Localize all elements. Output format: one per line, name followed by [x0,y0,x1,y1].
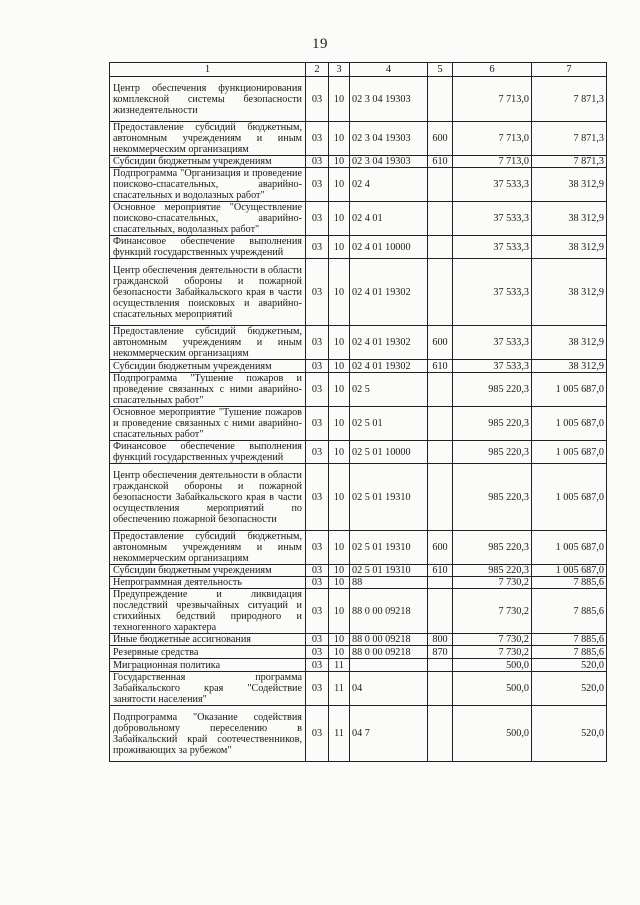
section-code: 03 [306,659,329,672]
section-code: 03 [306,259,329,326]
expense-type-code [428,464,453,531]
expense-type-code [428,407,453,441]
section-code: 03 [306,326,329,360]
amount-year-1: 37 533,3 [453,259,532,326]
budget-item-name: Предупреждение и ликвидация последствий чрезвычайных ситуаций и стихийных бедствий природного и техногенного характера [110,589,306,634]
target-article-code: 88 0 00 09218 [350,634,428,646]
target-article-code: 02 4 01 19302 [350,259,428,326]
table-header-row [110,63,607,77]
section-code: 03 [306,77,329,122]
section-code: 03 [306,634,329,646]
section-code: 03 [306,464,329,531]
amount-year-1: 985 220,3 [453,407,532,441]
amount-year-2: 1 005 687,0 [532,531,607,565]
amount-year-1: 500,0 [453,672,532,706]
subsection-code: 11 [329,706,350,762]
target-article-code: 02 5 01 19310 [350,464,428,531]
table-row [110,531,607,565]
column-header: 7 [532,63,607,77]
amount-year-1: 7 730,2 [453,577,532,589]
table-row [110,577,607,589]
budget-table [109,62,607,762]
amount-year-2: 7 871,3 [532,122,607,156]
amount-year-2: 38 312,9 [532,360,607,373]
expense-type-code [428,373,453,407]
table-row [110,706,607,762]
amount-year-2: 1 005 687,0 [532,407,607,441]
target-article-code: 02 4 01 [350,202,428,236]
expense-type-code [428,659,453,672]
amount-year-2: 7 871,3 [532,156,607,168]
budget-item-name: Центр обеспечения деятельности в области гражданской обороны и пожарной безопасности Забайкальского края в части осуществления поисковых и аварийно-спасательных мероприятий [110,259,306,326]
column-header: 4 [350,63,428,77]
expense-type-code [428,441,453,464]
table-row [110,407,607,441]
section-code: 03 [306,407,329,441]
budget-item-name: Финансовое обеспечение выполнения функций государственных учреждений [110,236,306,259]
subsection-code: 10 [329,565,350,577]
expense-type-code [428,259,453,326]
expense-type-code [428,77,453,122]
section-code: 03 [306,565,329,577]
subsection-code: 10 [329,326,350,360]
budget-item-name: Центр обеспечения функционирования комплексной системы безопасности жизнедеятельности [110,77,306,122]
subsection-code: 10 [329,168,350,202]
column-header: 3 [329,63,350,77]
amount-year-1: 7 730,2 [453,646,532,659]
target-article-code: 02 4 01 19302 [350,360,428,373]
target-article-code: 04 [350,672,428,706]
subsection-code: 10 [329,202,350,236]
amount-year-1: 7 713,0 [453,77,532,122]
amount-year-1: 7 730,2 [453,634,532,646]
amount-year-1: 500,0 [453,659,532,672]
budget-item-name: Субсидии бюджетным учреждениям [110,565,306,577]
subsection-code: 10 [329,577,350,589]
amount-year-2: 1 005 687,0 [532,565,607,577]
target-article-code: 02 4 01 19302 [350,326,428,360]
section-code: 03 [306,577,329,589]
column-header: 1 [110,63,306,77]
subsection-code: 10 [329,77,350,122]
table-row [110,634,607,646]
target-article-code: 02 3 04 19303 [350,156,428,168]
subsection-code: 10 [329,646,350,659]
amount-year-1: 500,0 [453,706,532,762]
expense-type-code: 600 [428,122,453,156]
table-row [110,202,607,236]
column-header: 2 [306,63,329,77]
table-row [110,464,607,531]
amount-year-2: 7 885,6 [532,589,607,634]
expense-type-code [428,168,453,202]
expense-type-code: 870 [428,646,453,659]
table-row [110,77,607,122]
budget-item-name: Субсидии бюджетным учреждениям [110,360,306,373]
column-header: 5 [428,63,453,77]
budget-item-name: Финансовое обеспечение выполнения функций государственных учреждений [110,441,306,464]
expense-type-code [428,202,453,236]
amount-year-2: 7 871,3 [532,77,607,122]
expense-type-code: 610 [428,156,453,168]
amount-year-2: 1 005 687,0 [532,464,607,531]
section-code: 03 [306,646,329,659]
amount-year-2: 38 312,9 [532,236,607,259]
section-code: 03 [306,589,329,634]
target-article-code: 02 5 01 [350,407,428,441]
table-row [110,156,607,168]
expense-type-code [428,589,453,634]
target-article-code: 04 7 [350,706,428,762]
target-article-code: 02 3 04 19303 [350,77,428,122]
expense-type-code: 800 [428,634,453,646]
target-article-code: 88 0 00 09218 [350,589,428,634]
amount-year-2: 7 885,6 [532,577,607,589]
section-code: 03 [306,672,329,706]
budget-item-name: Субсидии бюджетным учреждениям [110,156,306,168]
amount-year-2: 38 312,9 [532,202,607,236]
subsection-code: 10 [329,531,350,565]
expense-type-code: 600 [428,531,453,565]
amount-year-1: 37 533,3 [453,360,532,373]
budget-item-name: Предоставление субсидий бюджетным, автономным учреждениям и иным некоммерческим организациям [110,122,306,156]
target-article-code: 02 5 [350,373,428,407]
table-row [110,659,607,672]
amount-year-2: 1 005 687,0 [532,441,607,464]
subsection-code: 10 [329,236,350,259]
table-row [110,259,607,326]
budget-item-name: Иные бюджетные ассигнования [110,634,306,646]
amount-year-2: 38 312,9 [532,259,607,326]
amount-year-2: 520,0 [532,706,607,762]
budget-item-name: Миграционная политика [110,659,306,672]
amount-year-1: 985 220,3 [453,565,532,577]
subsection-code: 10 [329,464,350,531]
amount-year-2: 7 885,6 [532,646,607,659]
subsection-code: 10 [329,634,350,646]
subsection-code: 10 [329,407,350,441]
section-code: 03 [306,122,329,156]
amount-year-2: 38 312,9 [532,326,607,360]
amount-year-1: 7 713,0 [453,156,532,168]
budget-item-name: Основное мероприятие "Осуществление поисково-спасательных, аварийно-спасательных, водолазных работ" [110,202,306,236]
section-code: 03 [306,531,329,565]
target-article-code: 88 [350,577,428,589]
budget-item-name: Предоставление субсидий бюджетным, автономным учреждениям и иным некоммерческим организациям [110,531,306,565]
table-row [110,326,607,360]
table-row [110,646,607,659]
target-article-code: 02 5 01 19310 [350,531,428,565]
amount-year-1: 37 533,3 [453,326,532,360]
target-article-code: 02 5 01 19310 [350,565,428,577]
amount-year-1: 985 220,3 [453,373,532,407]
budget-item-name: Государственная программа Забайкальского края "Содействие занятости населения" [110,672,306,706]
budget-item-name: Подпрограмма "Организация и проведение поисково-спасательных, аварийно-спасательных и водолазных работ" [110,168,306,202]
section-code: 03 [306,373,329,407]
amount-year-1: 37 533,3 [453,236,532,259]
amount-year-2: 1 005 687,0 [532,373,607,407]
budget-item-name: Подпрограмма "Тушение пожаров и проведение связанных с ними аварийно-спасательных работ" [110,373,306,407]
budget-item-name: Основное мероприятие "Тушение пожаров и проведение связанных с ними аварийно-спасательных работ" [110,407,306,441]
table-row [110,589,607,634]
expense-type-code: 600 [428,326,453,360]
page-number: 19 [312,36,328,52]
target-article-code [350,659,428,672]
amount-year-2: 7 885,6 [532,634,607,646]
target-article-code: 02 4 01 10000 [350,236,428,259]
table-row [110,672,607,706]
amount-year-1: 37 533,3 [453,202,532,236]
section-code: 03 [306,156,329,168]
target-article-code: 88 0 00 09218 [350,646,428,659]
expense-type-code [428,236,453,259]
table-row [110,565,607,577]
subsection-code: 10 [329,360,350,373]
section-code: 03 [306,168,329,202]
amount-year-2: 38 312,9 [532,168,607,202]
subsection-code: 11 [329,659,350,672]
subsection-code: 10 [329,373,350,407]
expense-type-code [428,672,453,706]
amount-year-1: 985 220,3 [453,464,532,531]
expense-type-code: 610 [428,565,453,577]
subsection-code: 11 [329,672,350,706]
budget-item-name: Центр обеспечения деятельности в области гражданской обороны и пожарной безопасности Забайкальского края в части осуществления мероприятий по обеспечению пожарной безопасности [110,464,306,531]
amount-year-1: 7 713,0 [453,122,532,156]
expense-type-code: 610 [428,360,453,373]
subsection-code: 10 [329,122,350,156]
table-row [110,441,607,464]
budget-item-name: Предоставление субсидий бюджетным, автономным учреждениям и иным некоммерческим организациям [110,326,306,360]
section-code: 03 [306,236,329,259]
expense-type-code [428,577,453,589]
section-code: 03 [306,706,329,762]
target-article-code: 02 4 [350,168,428,202]
budget-item-name: Резервные средства [110,646,306,659]
amount-year-1: 985 220,3 [453,531,532,565]
table-row [110,236,607,259]
amount-year-1: 985 220,3 [453,441,532,464]
target-article-code: 02 5 01 10000 [350,441,428,464]
expense-type-code [428,706,453,762]
budget-item-name: Непрограммная деятельность [110,577,306,589]
amount-year-1: 7 730,2 [453,589,532,634]
table-row [110,360,607,373]
table-body [110,77,607,762]
table-row [110,122,607,156]
column-header: 6 [453,63,532,77]
budget-item-name: Подпрограмма "Оказание содействия добровольному переселению в Забайкальский край соотечественников, проживающих за рубежом" [110,706,306,762]
section-code: 03 [306,360,329,373]
amount-year-2: 520,0 [532,672,607,706]
amount-year-1: 37 533,3 [453,168,532,202]
subsection-code: 10 [329,441,350,464]
section-code: 03 [306,441,329,464]
table-row [110,168,607,202]
section-code: 03 [306,202,329,236]
subsection-code: 10 [329,259,350,326]
table-row [110,373,607,407]
subsection-code: 10 [329,589,350,634]
subsection-code: 10 [329,156,350,168]
amount-year-2: 520,0 [532,659,607,672]
target-article-code: 02 3 04 19303 [350,122,428,156]
